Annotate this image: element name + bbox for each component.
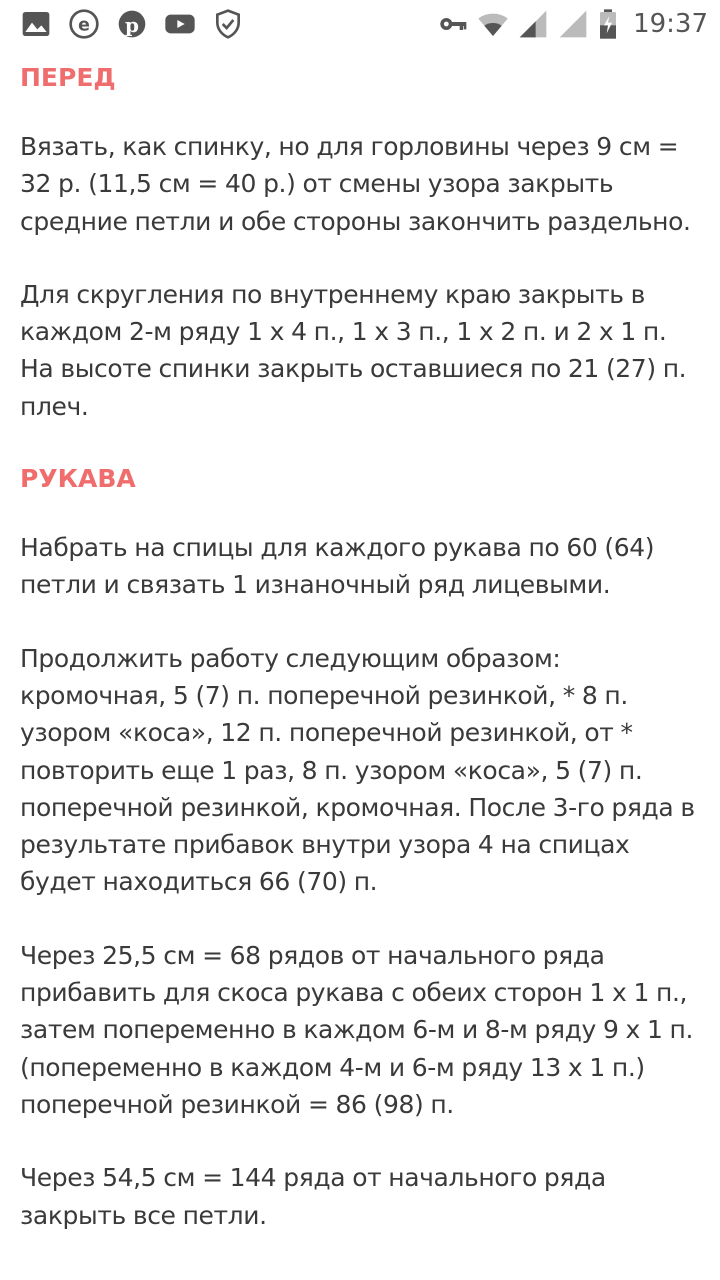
gallery-icon <box>20 8 52 40</box>
front-paragraph-2: Для скругления по внутреннему краю закрыть в каждом 2-м ряду 1 x 4 п., 1 x 3 п., 1 x 2 п. и 2 x 1 п. На высоте спинки закрыть оставшиеся по 21 (27) п. плеч. <box>20 279 687 421</box>
system-icons <box>437 8 708 40</box>
signal-icon <box>517 8 549 40</box>
pinterest-icon <box>116 8 148 40</box>
key-icon <box>437 8 469 40</box>
section-title-sleeves: РУКАВА <box>20 464 136 494</box>
battery-charging-icon <box>597 8 619 40</box>
sleeves-paragraph-4: Через 54,5 см = 144 ряда от начального ряда закрыть все петли. <box>20 1163 606 1230</box>
e-app-icon <box>68 8 100 40</box>
svg-text:e: e <box>78 15 90 36</box>
youtube-icon <box>164 8 196 40</box>
sleeves-paragraph-1: Набрать на спицы для каждого рукава по 60 (64) петли и связать 1 изнаночный ряд лицевыми. <box>20 533 655 600</box>
section-title-front: ПЕРЕД <box>20 63 116 92</box>
front-paragraph-1: Вязать, как спинку, но для горловины через 9 см = 32 р. (11,5 см = 40 р.) от смены узора закрыть средние петли и обе стороны закончить раздельно. <box>20 132 691 236</box>
shield-check-icon <box>212 8 244 40</box>
signal-icon-2 <box>557 8 589 40</box>
article-content <box>20 56 704 1234</box>
notification-icons <box>20 8 244 40</box>
status-bar <box>0 0 720 48</box>
status-time: 19:37 <box>633 9 708 39</box>
svg-text:p: p <box>125 13 139 37</box>
sleeves-paragraph-3: Через 25,5 см = 68 рядов от начального ряда прибавить для скоса рукава с обеих сторон 1 x 1 п., затем попеременно в каждом 6-м и 8-м ряду 9 x 1 п. (попеременно в каждом 4-м и 6-м ряду 13 x 1 п.) поперечной резинкой = 86 (98) п. <box>20 940 693 1119</box>
wifi-icon <box>477 8 509 40</box>
sleeves-paragraph-2: Продолжить работу следующим образом: кромочная, 5 (7) п. поперечной резинкой, * 8 п. узором «коса», 12 п. поперечной резинкой, от * повторить еще 1 раз, 8 п. узором «коса», 5 (7) п. поперечной резинкой, кромочная. После 3-го ряда в результате прибавок внутри узора 4 на спицах будет находиться 66 (70) п. <box>20 643 695 897</box>
